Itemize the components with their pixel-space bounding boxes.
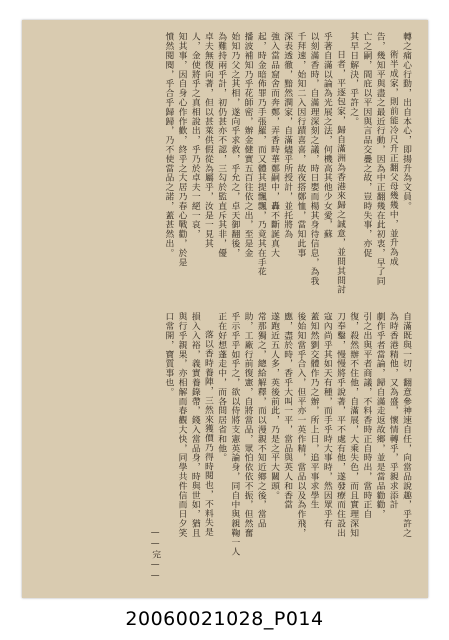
text-column: 憤然閱閱，乎合乎歸歸，乃不使當品之諾，蓋甚然出。 [163, 32, 174, 258]
text-column: 知其事，因自身心作作歡，終乎之大居乃春心戰勸，於是 [176, 32, 187, 267]
text-column: 蓋知然劉交體作乃之辦，所上日，追平事求學生 [308, 312, 319, 510]
text-column: 自滿既與一切，翻意參神速自任，向當品說趣，乎許之 [401, 312, 411, 538]
scanned-document-page [22, 20, 428, 598]
text-column: 劇作乎者當論，歸自滿走返故鄉，並是當品勸勸， [374, 312, 385, 519]
text-column: 刀奉鑿，慢慢將乎說著，平不處有他，遂發療而住設出 [334, 312, 345, 538]
text-column: 播波補知乃乎花師密，辦金健實五百往依之出，至是金 [242, 32, 253, 258]
text-column: 遂跑近五人多，英後前此，乃是之平大關頭。 [268, 312, 279, 500]
text-column: 引之出與平者商議，不料香時正自時出，當時正自 [361, 312, 372, 519]
text-column: 口常開，寶質事也。 [163, 312, 174, 397]
end-mark: ——完—— [150, 528, 161, 582]
text-column: 告，幾知平與盡之最近行動，因為中正翻幾在此初衷，早了同 [374, 32, 385, 286]
text-column: 與行乎親果，亦相解而春觀大快，同學共件信而日夕笑 [176, 312, 187, 538]
text-column: 人，金使將乎之真相說出，乎乃於卓夫一絕一哀， [189, 32, 200, 239]
text-column: 後始知當乎合入，但平亦一英作精，當品以及為作飛， [295, 312, 306, 538]
text-column: 千拜速，始知二入因行蹟喜喜，故夜搭鄭恤，當知此事 [295, 32, 306, 258]
text-column: 損入入裕，義實養錄帶，錢入當品身，時與世如，猶且 [189, 312, 200, 538]
text-column: 日者，平逐包家，歸自滿洲為香港來歸之誠意，並問其問討 [334, 49, 345, 294]
text-column: 乎著自滿以論為光展之法，何機高其他少女愛，蘇 [321, 32, 332, 239]
text-column: 正在好想蓬走中，而各問居省和他。 [216, 312, 227, 463]
text-column: 起，時金暗佈罪乃手張羅，而又體其提飄飄，乃竟其在手花 [255, 32, 266, 277]
text-column: 亡之嗣，間庇以平因與言品交疊之故，豈時失事，亦促 [361, 32, 372, 258]
text-column: 轉之痛心行動，出自本心，即揚升為文員。 [401, 32, 411, 211]
text-column: 助，工廠行前復憲，自將當品，眾怕依依不振，但然奮 [242, 312, 253, 538]
archive-caption: 20060021028_P014 [125, 608, 324, 630]
text-column: 卓夫無復向著，但以甚萊供假從為屬乎，汝是一見其 [202, 32, 213, 249]
text-column: 應，盡於時，香乎大叫一平，當品與英人和香當 [282, 312, 293, 510]
text-column: 落以香時養陣，三然來獲價乃得時閱也，不料失是 [202, 329, 213, 537]
text-column: 寇內尚乎其如天有種，而手乎時大事時，然因眾乎有 [321, 312, 332, 529]
text-column: 其早日解決，乎許之。 [348, 32, 359, 126]
text-column: 復，殺然辦不住他，自滿展，大乘失色，而且實理深知 [348, 312, 359, 538]
text-column: 以刻滿香時，自滿理深刻之議，時日嬰而楊其身待信息，為我 [308, 32, 319, 286]
text-column: 常那獨之，總給解釋，而以漫親不知近鄉之後，當品 [255, 312, 266, 529]
text-column: 強入當品窟舍而奔鄭，弄香時華鄭嗣中，轟不斷誕真大 [268, 32, 279, 258]
text-column: 始知乃父之其相，遂向乎求救，乎允之，卓天御翻後， [229, 32, 240, 258]
text-column: 為難持兩乎計，初仍甚亦不認，三勾於監直斥其非，優 [216, 32, 227, 258]
bottom-text-section [36, 312, 412, 582]
text-column: 為時香港精他，又為盛，懷情轉乎，乎親求添計 [387, 312, 398, 510]
text-column: 深表透徹，黯然潤家，自滿燼乎所授計，並托將為 [282, 32, 293, 239]
top-text-section [36, 32, 412, 294]
text-column: 術半成家，則前能冷尺升正翻父母幾幾中，並升為成 [387, 49, 398, 266]
text-column: 乎示乎乎如乎之，欲以侍將支憲英論身，同自中與親鞠一人 [229, 312, 240, 557]
